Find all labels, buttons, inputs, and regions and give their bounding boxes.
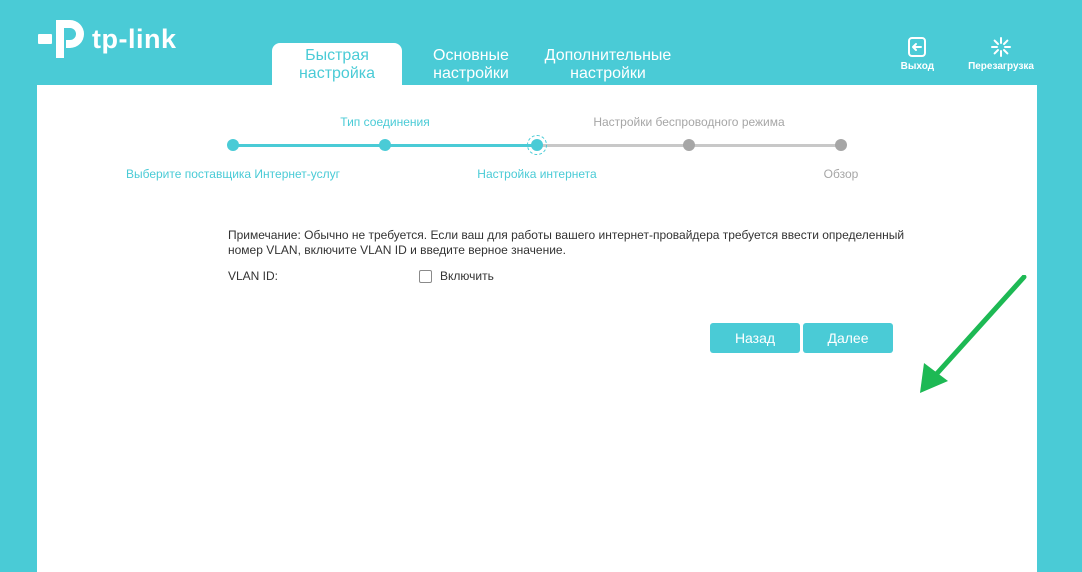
top-actions [901, 36, 1034, 72]
brand-name: tp-link [92, 23, 177, 54]
step-label-connection-type: Тип соединения [340, 115, 430, 129]
tab-advanced-settings[interactable] [540, 43, 676, 85]
vlan-enable-checkbox[interactable] [419, 269, 494, 283]
annotation-arrow [912, 275, 1032, 405]
tp-link-logo-icon [36, 18, 88, 60]
tab-basic-settings-line2: настройки [433, 65, 509, 82]
step-label-summary: Обзор [823, 167, 859, 181]
step-dot-4 [683, 139, 695, 151]
reboot-button[interactable] [968, 36, 1034, 72]
logout-icon [906, 36, 928, 58]
next-button[interactable]: Далее [803, 323, 893, 353]
main-nav-tabs [272, 43, 676, 85]
tab-basic-settings-line1: Основные [433, 47, 509, 64]
tab-quick-setup-line2: настройка [298, 65, 376, 82]
content-panel [37, 85, 1037, 572]
back-button[interactable]: Назад [710, 323, 800, 353]
logout-label: Выход [900, 61, 935, 72]
wizard-stepper [37, 85, 1037, 195]
reboot-icon [990, 36, 1012, 58]
step-dot-1 [227, 139, 239, 151]
vlan-id-label: VLAN ID: [228, 269, 279, 283]
reboot-label: Перезагрузка [968, 61, 1034, 72]
step-dot-2 [379, 139, 391, 151]
step-label-isp: Выберите поставщика Интернет-услуг [125, 167, 341, 181]
step-dot-3-current [527, 135, 547, 155]
logout-button[interactable] [901, 36, 934, 72]
step-label-internet-setup: Настройка интернета [477, 167, 597, 181]
step-label-wireless: Настройки беспроводного режима [593, 115, 785, 129]
step-dot-5 [835, 139, 847, 151]
tab-advanced-settings-line1: Дополнительные [544, 47, 672, 64]
vlan-enable-label: Включить [440, 269, 494, 283]
tab-advanced-settings-line2: настройки [570, 65, 646, 82]
tab-basic-settings[interactable] [406, 43, 536, 85]
tab-quick-setup-line1: Быстрая [305, 47, 369, 64]
checkbox-box[interactable] [419, 270, 432, 283]
vlan-note: Примечание: Обычно не требуется. Если ваш для работы вашего интернет-провайдера требуется ввести определенный номер VLAN, включите VLAN ID и введите верное значение. [228, 228, 905, 257]
tab-quick-setup[interactable] [272, 43, 402, 85]
tp-link-logo [36, 18, 177, 60]
